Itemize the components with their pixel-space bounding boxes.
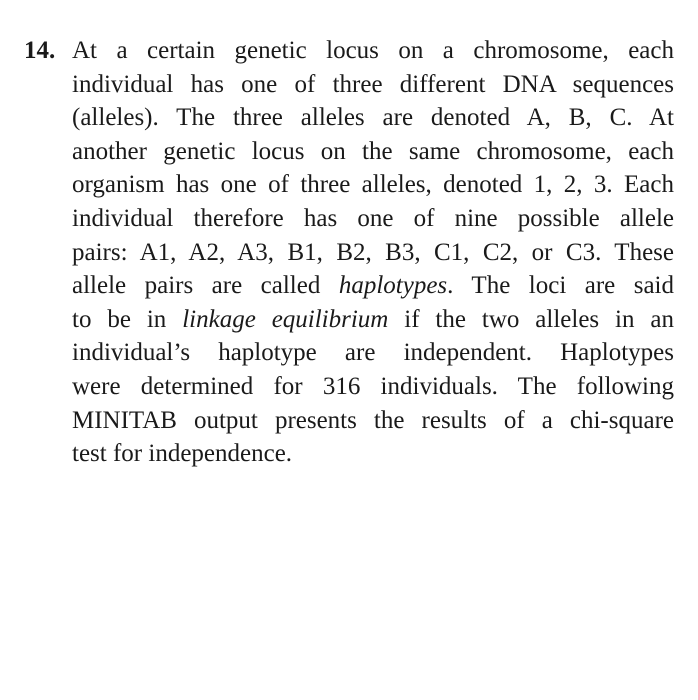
text-line: At a certain genetic locus on a chromosome, each — [72, 37, 674, 64]
text-line — [72, 303, 674, 337]
text-line: another genetic locus on the same chromosome, each — [72, 137, 674, 165]
text-segment: allele pairs are called — [72, 272, 339, 300]
text-line: organism has one of three alleles, denoted 1, 2, 3. Each — [72, 171, 674, 199]
problem-number: 14. — [24, 37, 56, 64]
text-line: MINITAB output presents the results of a chi-square — [72, 406, 674, 434]
text-segment: . The loci are said — [447, 272, 674, 300]
text-line: individual has one of three different DNA sequences — [72, 70, 674, 98]
text-line: test for independence. — [72, 440, 293, 468]
problem-text — [72, 34, 674, 471]
text-segment: to be in — [72, 305, 183, 333]
text-line: individual’s haplotype are independent. Haplotypes — [72, 339, 674, 367]
text-line — [72, 269, 674, 303]
text-line: individual therefore has one of nine possible allele — [72, 204, 674, 232]
text-line: (alleles). The three alleles are denoted A, B, C. At — [72, 104, 674, 132]
text-line: pairs: A1, A2, A3, B1, B2, B3, C1, C2, or C3. These — [72, 238, 674, 266]
term-linkage-equilibrium: linkage equilibrium — [182, 305, 389, 333]
text-segment: if the two alleles in an — [388, 305, 674, 333]
text-line: were determined for 316 individuals. The following — [72, 372, 674, 400]
term-haplotypes: haplotypes — [338, 272, 448, 300]
